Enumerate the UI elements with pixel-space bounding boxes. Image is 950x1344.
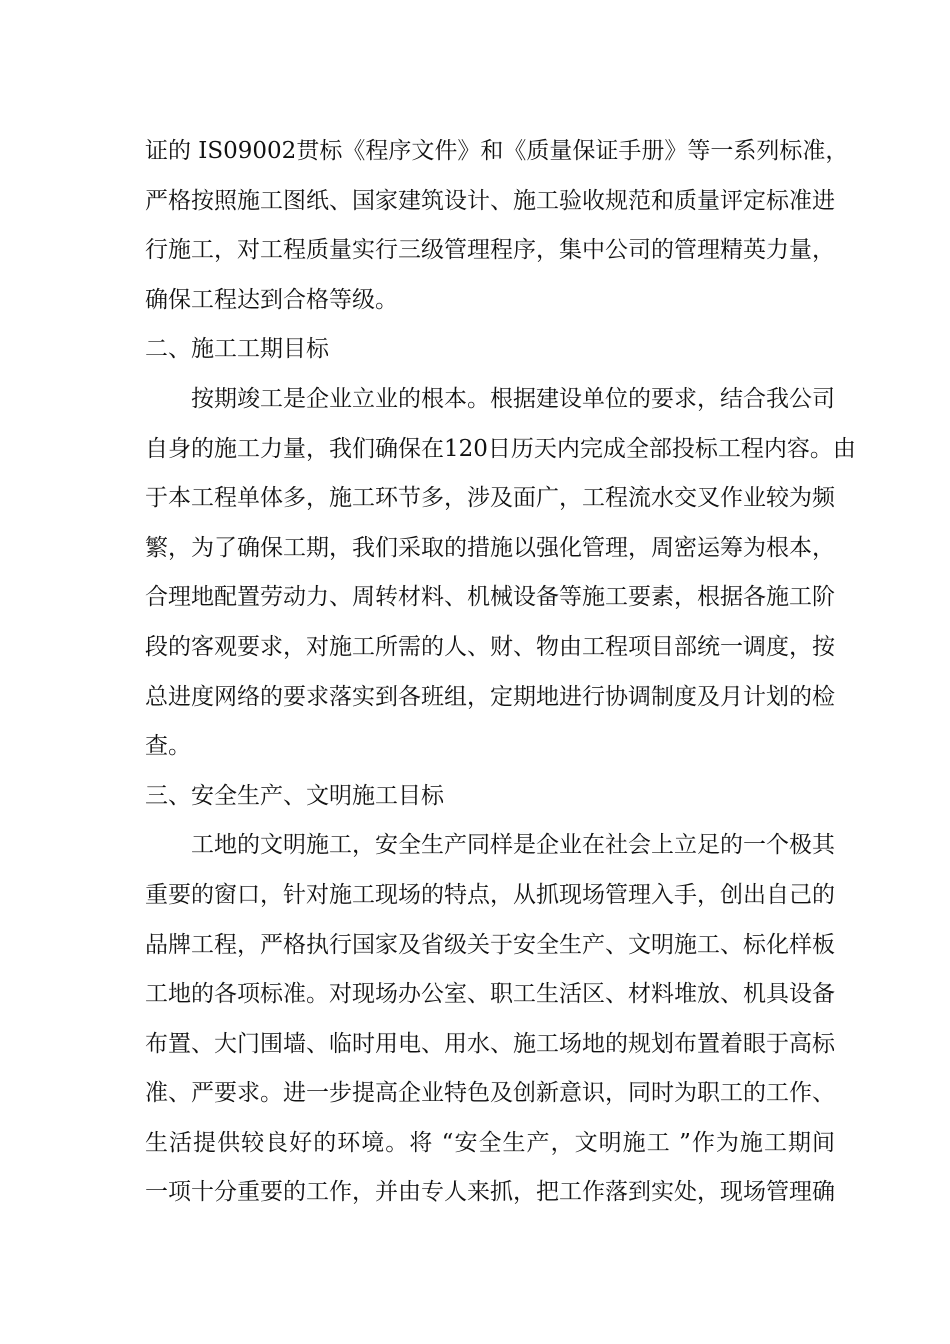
text-line: 合理地配置劳动力、周转材料、机械设备等施工要素，根据各施工阶 (145, 584, 835, 611)
text-line: 查。 (145, 733, 191, 760)
text-line: 按期竣工是企业立业的根本。根据建设单位的要求，结合我公司 (191, 385, 835, 412)
text-line: 总进度网络的要求落实到各班组，定期地进行协调制度及月计划的检 (145, 683, 835, 710)
paragraph-quality-standards (145, 127, 849, 325)
text-line: 自身的施工力量，我们确保在120日历天内完成全部投标工程内容。由 (145, 435, 856, 462)
text-line: 生活提供较良好的环境。将 “安全生产，文明施工 ”作为施工期间 (145, 1129, 835, 1156)
text-line: 确保工程达到合格等级。 (145, 286, 398, 313)
text-line: 繁，为了确保工期，我们采取的措施以强化管理，周密运筹为根本， (145, 534, 835, 561)
text-line: 工地的各项标准。对现场办公室、职工生活区、材料堆放、机具设备 (145, 981, 835, 1008)
paragraph-safety-goal (145, 821, 835, 1218)
text-line: 布置、大门围墙、临时用电、用水、施工场地的规划布置着眼于高标 (145, 1030, 835, 1057)
text-line: 工地的文明施工，安全生产同样是企业在社会上立足的一个极其 (191, 832, 835, 859)
section-heading-safety: 三、安全生产、文明施工目标 (145, 782, 444, 809)
paragraph-schedule-goal (145, 375, 856, 772)
document-page (145, 127, 856, 1218)
text-line: 重要的窗口，针对施工现场的特点，从抓现场管理入手，创出自己的 (145, 881, 835, 908)
text-line: 一项十分重要的工作，并由专人来抓，把工作落到实处，现场管理确 (145, 1179, 835, 1206)
text-line: 证的 IS09002贯标《程序文件》和《质量保证手册》等一系列标准， (145, 138, 849, 164)
text-line: 段的客观要求，对施工所需的人、财、物由工程项目部统一调度，按 (145, 633, 835, 660)
section-heading-schedule: 二、施工工期目标 (145, 336, 329, 363)
text-line: 准、严要求。进一步提高企业特色及创新意识，同时为职工的工作、 (145, 1080, 835, 1107)
text-line: 品牌工程，严格执行国家及省级关于安全生产、文明施工、标化样板 (145, 931, 835, 958)
text-line: 行施工，对工程质量实行三级管理程序，集中公司的管理精英力量， (145, 237, 835, 264)
text-line: 于本工程单体多，施工环节多，涉及面广，工程流水交叉作业较为频 (145, 485, 835, 512)
text-line: 严格按照施工图纸、国家建筑设计、施工验收规范和质量评定标准进 (145, 187, 835, 214)
